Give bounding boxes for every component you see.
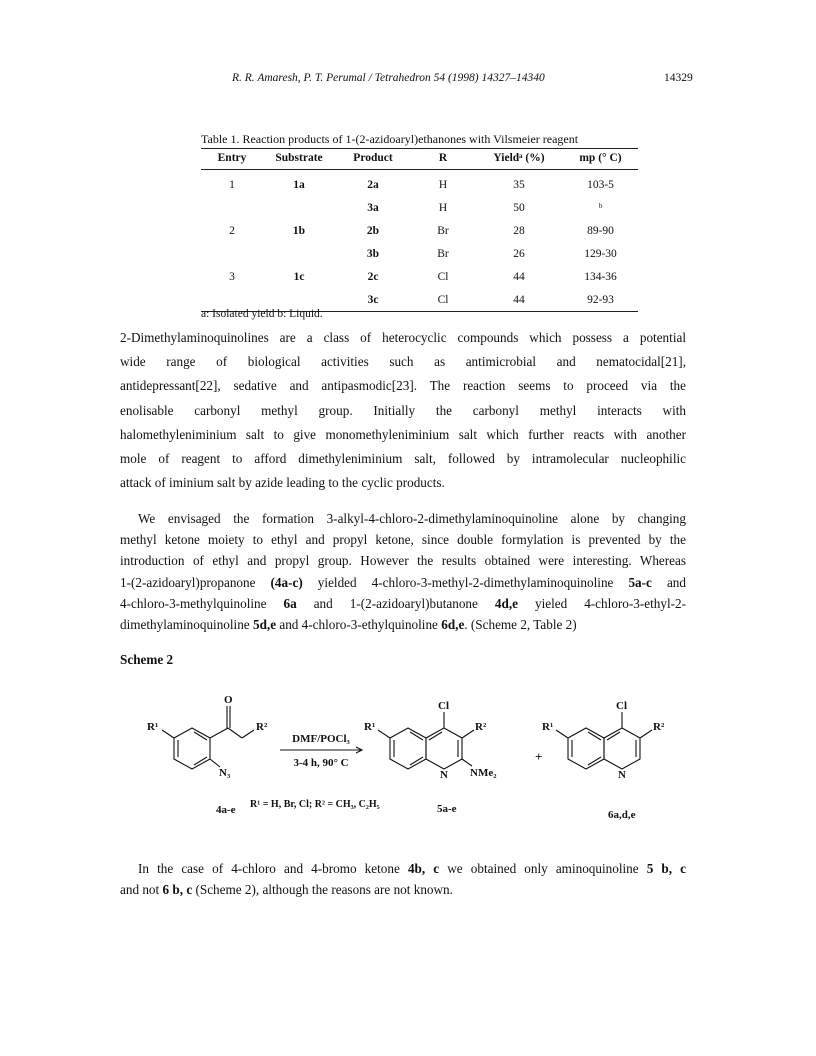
cell-yield: 28 <box>513 224 525 237</box>
table-footnote: a: Isolated yield b: Liquid. <box>201 308 323 320</box>
alkyl-bond <box>228 728 242 738</box>
chloro-label: Cl <box>438 700 449 712</box>
compound-ref: 6a <box>283 595 297 611</box>
col-header-substrate: Substrate <box>263 149 335 170</box>
compound-ref: 6d,e <box>441 616 465 632</box>
cell-substrate: 1c <box>293 270 305 283</box>
text-line: antidepressant[22], sedative and antipasmodic[23]. The reaction seems to proceed via the <box>120 378 686 394</box>
reaction-products-table <box>201 148 638 312</box>
cell-entry <box>201 196 263 219</box>
cell-r: Cl <box>411 288 475 312</box>
reaction-scheme <box>130 692 690 842</box>
cell-mp: 92-93 <box>563 288 638 312</box>
compound-ref: 5 b, c <box>646 861 687 876</box>
text-line: methyl ketone moiety to ethyl and propyl ketone, since double formylation is prevented by the <box>120 532 686 548</box>
text-line: 2-Dimethylaminoquinolines are a class of heterocyclic compounds which possess a potential <box>120 330 686 345</box>
cell-r: Br <box>437 247 449 260</box>
text-line: introduction of ethyl and propyl group. However the results obtained were interesting. Whereas <box>120 553 686 569</box>
cell-r: H <box>438 201 448 214</box>
cell-product: 2b <box>366 224 380 237</box>
text-run: and <box>651 574 686 590</box>
quinoline-pyridine-ring <box>426 728 462 769</box>
quinoline-benzo-ring <box>568 728 604 769</box>
paragraph-envisaged-formation <box>120 508 686 635</box>
compound-ref: 4d,e <box>494 595 518 611</box>
cell-product: 3c <box>335 288 411 312</box>
page-number: 14329 <box>664 72 693 84</box>
text-run: and 4-chloro-3-ethylquinoline <box>276 616 442 632</box>
text-run: and 1-(2-azidoaryl)butanone <box>296 595 495 611</box>
cell-entry: 3 <box>229 270 235 283</box>
paragraph-halo-ketones <box>120 858 686 900</box>
cell-product: 2a <box>367 179 379 191</box>
text-line <box>120 593 686 614</box>
compound-ref: 5d,e <box>252 616 277 632</box>
text-line: enolisable carbonyl methyl group. Initially the carbonyl methyl interacts with <box>120 402 686 418</box>
cell-entry: 1 <box>229 179 235 191</box>
conditions-label: 3-4 h, 90° C <box>293 757 349 769</box>
text-line: wide range of biological activities such as antimicrobial and nematocidal[21], <box>120 354 686 370</box>
substituent-definition: R¹ = H, Br, Cl; R² = CH₃, C₂H₅ <box>250 799 380 810</box>
text-run: 4-chloro-3-methylquinoline <box>120 595 284 611</box>
nme2-bond <box>462 759 472 766</box>
quinoline-pyridine-ring <box>604 728 640 769</box>
oxygen-label: O <box>224 694 233 706</box>
cell-mp: 134-36 <box>584 270 617 283</box>
cell-substrate: 1a <box>293 179 305 191</box>
text-run: 1-(2-azidoaryl)propanone <box>120 574 271 590</box>
cell-product: 3a <box>367 201 379 214</box>
compound-ref: (4a-c) <box>270 574 303 590</box>
quinoline-benzo-ring <box>390 728 426 769</box>
r2-bond <box>462 730 474 738</box>
r1-label: R¹ <box>542 721 554 733</box>
cell-r: Cl <box>437 270 449 283</box>
cell-r: H <box>438 179 448 191</box>
text-line <box>120 572 686 593</box>
compound-label-5a-e: 5a-e <box>437 803 457 815</box>
cell-mp: 129-30 <box>584 247 617 260</box>
r1-label: R¹ <box>364 721 376 733</box>
cell-mp: ᵇ <box>598 201 603 214</box>
cell-product: 3b <box>366 247 380 260</box>
col-header-yield: Yieldᵃ (%) <box>475 149 563 170</box>
table-row <box>201 170 638 197</box>
plus-sign: + <box>535 749 543 764</box>
r2-label: R² <box>653 721 665 733</box>
compound-ref: 5a-c <box>628 574 652 590</box>
compound-label-6a-d-e: 6a,d,e <box>608 809 636 821</box>
r1-bond <box>556 730 568 738</box>
cell-yield: 44 <box>475 288 563 312</box>
reagent-label: DMF/POCl₃ <box>292 733 350 745</box>
text-line: attack of iminium salt by azide leading to the cyclic products. <box>120 475 445 491</box>
text-run: yieled 4-chloro-3-ethyl-2- <box>517 595 686 611</box>
scheme-title: Scheme 2 <box>120 652 174 667</box>
cell-entry: 2 <box>229 224 235 237</box>
nitrogen-label: N <box>618 769 626 781</box>
cell-yield: 26 <box>513 247 525 260</box>
col-header-mp: mp (° C) <box>563 149 638 170</box>
table-row <box>201 196 638 219</box>
r2-label: R² <box>256 721 268 733</box>
col-header-entry: Entry <box>201 149 263 170</box>
compound-ref: 6 b, c <box>162 882 193 897</box>
r1-bond <box>378 730 390 738</box>
table-header-row <box>201 149 638 170</box>
cell-r: Br <box>437 224 449 237</box>
text-run: In the case of 4-chloro and 4-bromo ketone <box>138 861 408 876</box>
cell-mp: 89-90 <box>587 224 614 237</box>
table-row <box>201 265 638 288</box>
cell-substrate: 1b <box>292 224 306 237</box>
nme2-label: NMe₂ <box>470 767 497 779</box>
text-run: (Scheme 2), although the reasons are not known. <box>192 882 453 897</box>
cell-product: 2c <box>367 270 379 283</box>
text-run: . (Scheme 2, Table 2) <box>464 616 577 632</box>
carbonyl-bond <box>210 728 228 738</box>
table-caption: Table 1. Reaction products of 1-(2-azidoaryl)ethanones with Vilsmeier reagent <box>201 132 579 146</box>
table-row <box>201 219 638 242</box>
compound-ref: 4b, c <box>407 861 440 876</box>
running-title: R. R. Amaresh, P. T. Perumal / Tetrahedron 54 (1998) 14327–14340 <box>232 72 545 84</box>
col-header-product: Product <box>335 149 411 170</box>
compound-label-4a-e: 4a-e <box>216 804 236 816</box>
alkyl-bond <box>242 730 254 738</box>
text-line: mole of reagent to afford dimethyleniminium salt, followed by intramolecular nucleophilic <box>120 450 686 466</box>
cell-substrate <box>263 196 335 219</box>
text-line: halomethyleniminium salt to give monomethyleniminium salt which further reacts with another <box>120 426 686 442</box>
nitrogen-label: N <box>440 769 448 781</box>
r2-bond <box>640 730 652 738</box>
r1-label: R¹ <box>147 721 159 733</box>
cell-substrate <box>263 242 335 265</box>
cell-yield: 44 <box>513 270 525 283</box>
text-line <box>120 879 686 900</box>
text-run: and not <box>120 882 163 897</box>
benzene-ring <box>174 728 210 769</box>
r1-bond <box>162 730 174 738</box>
cell-entry <box>201 242 263 265</box>
chloro-label: Cl <box>616 700 627 712</box>
r2-label: R² <box>475 721 487 733</box>
text-run: dimethylaminoquinoline <box>120 616 253 632</box>
text-line: We envisaged the formation 3-alkyl-4-chloro-2-dimethylaminoquinoline alone by changing <box>138 511 686 526</box>
text-line <box>120 614 686 635</box>
text-line <box>120 858 686 879</box>
cell-yield: 50 <box>513 201 525 214</box>
cell-mp: 103-5 <box>587 179 614 191</box>
azide-bond <box>210 759 220 767</box>
azide-label: N₃ <box>219 767 231 779</box>
paragraph-dimethylaminoquinolines <box>120 326 686 495</box>
cell-yield: 35 <box>513 179 525 191</box>
text-run: we obtained only aminoquinoline <box>439 861 647 876</box>
table-row <box>201 242 638 265</box>
text-run: yielded 4-chloro-3-methyl-2-dimethylaminoquinoline <box>302 574 629 590</box>
col-header-r: R <box>411 149 475 170</box>
